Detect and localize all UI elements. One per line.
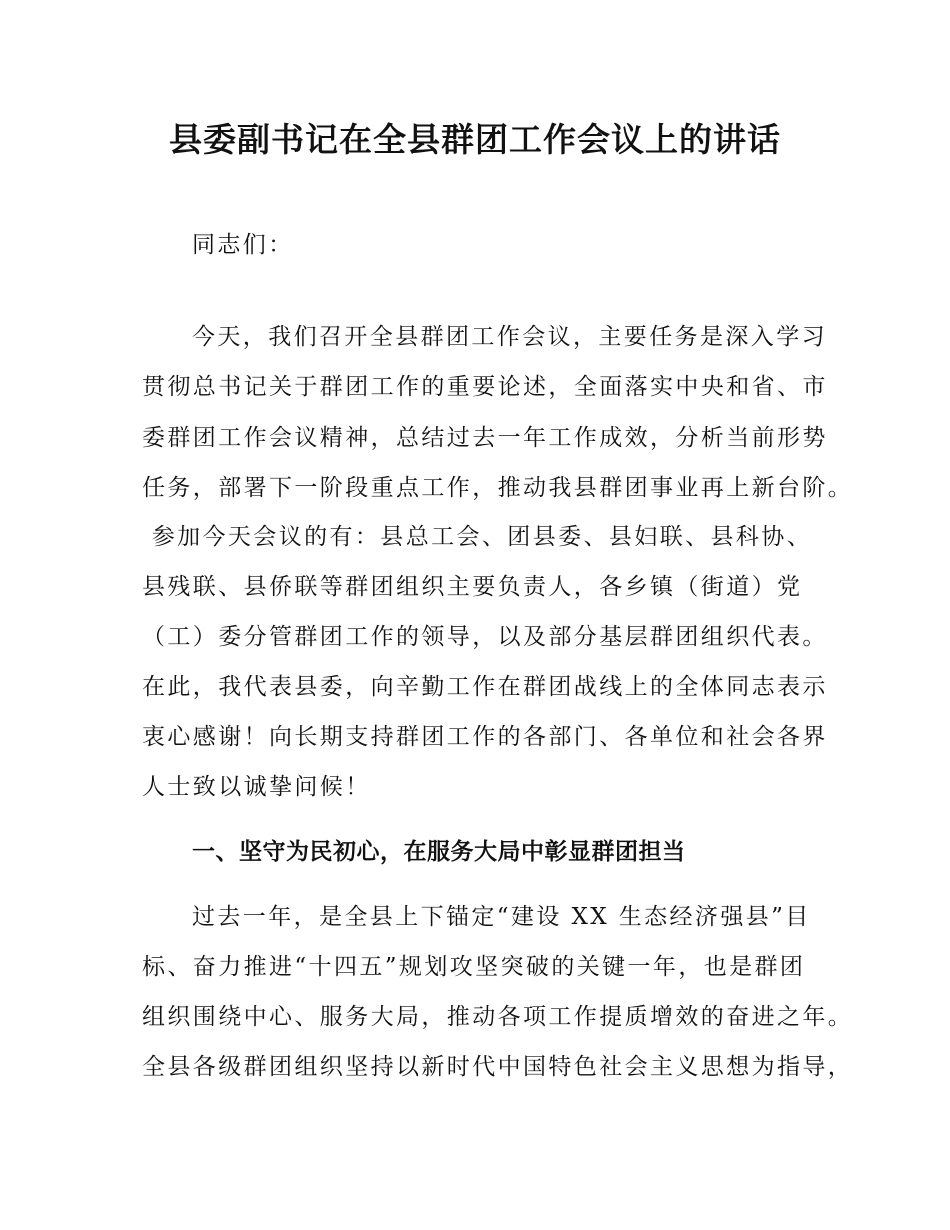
paragraph-line: 县残联、县侨联等群团组织主要负责人，各乡镇（街道）党 — [142, 574, 803, 600]
section-heading: 一、坚守为民初心，在服务大局中彰显群团担当 — [192, 839, 686, 865]
paragraph-line: 全县各级群团组织坚持以新时代中国特色社会主义思想为指导， — [142, 1054, 854, 1080]
paragraph-line: 今天，我们召开全县群团工作会议，主要任务是深入学习 — [192, 324, 827, 350]
paragraph-line: 在此，我代表县委，向辛勤工作在群团战线上的全体同志表示 — [142, 674, 828, 700]
paragraph-line: 委群团工作会议精神，总结过去一年工作成效，分析当前形势 — [142, 425, 828, 451]
salutation: 同志们： — [192, 232, 294, 258]
paragraph-line: 贯彻总书记关于群团工作的重要论述，全面落实中央和省、市 — [142, 374, 828, 400]
document-title: 县委副书记在全县群团工作会议上的讲话 — [169, 120, 781, 159]
paragraph-line: 过去一年，是全县上下锚定“建设 XX 生态经济强县”目 — [192, 904, 811, 930]
paragraph-line: （工）委分管群团工作的领导，以及部分基层群团组织代表。 — [142, 624, 828, 650]
paragraph-line: 标、奋力推进“十四五”规划攻坚突破的关键一年，也是群团 — [142, 954, 806, 980]
paragraph-line: 组织围绕中心、服务大局，推动各项工作提质增效的奋进之年。 — [142, 1004, 854, 1030]
paragraph-line: 任务，部署下一阶段重点工作，推动我县群团事业再上新台阶。 — [142, 475, 854, 501]
paragraph-line: 人士致以诚挚问候！ — [142, 774, 371, 800]
paragraph-line: 参加今天会议的有：县总工会、团县委、县妇联、县科协、 — [142, 524, 813, 550]
paragraph-line: 衷心感谢！向长期支持群团工作的各部门、各单位和社会各界 — [142, 724, 828, 750]
